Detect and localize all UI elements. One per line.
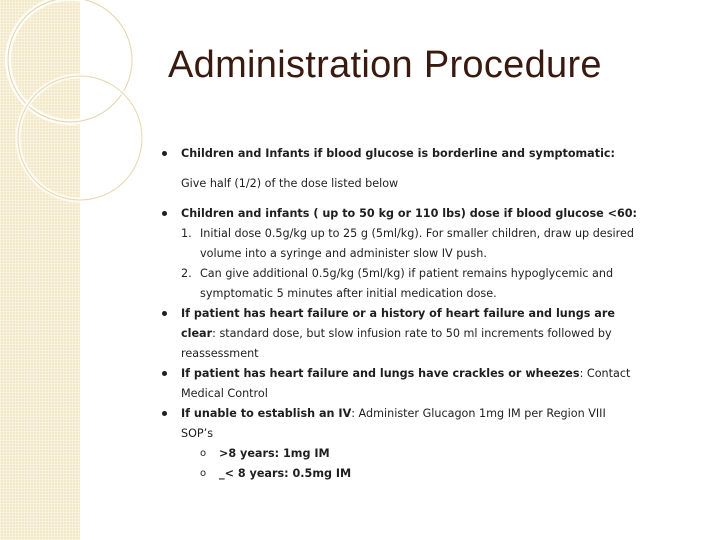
sub-list-item: [160, 444, 640, 464]
list-item: [160, 304, 640, 364]
numbered-item: [160, 264, 640, 304]
list-item: [160, 204, 640, 224]
item-text: : Administer Glucagon 1mg IM per Region VIII SOP’s: [181, 407, 606, 440]
item-text: >8 years: 1mg IM: [219, 447, 330, 460]
decorative-rings: [0, 0, 160, 220]
item-text: Initial dose 0.5g/kg up to 25 g (5ml/kg). For smaller children, draw up desired volume into a syringe and administer slow IV push.: [200, 227, 634, 260]
item-subtext: Give half (1/2) of the dose listed below: [181, 177, 399, 190]
item-text: _< 8 years: 0.5mg IM: [219, 467, 352, 480]
list-item: [160, 144, 640, 164]
item-text: : Contact Medical Control: [181, 367, 631, 400]
item-heading: If patient has heart failure or a history of heart failure and lungs are clear: [181, 307, 615, 340]
content-body: [160, 144, 640, 484]
circle-bullet-icon: o: [200, 448, 207, 459]
item-heading: Children and Infants if blood glucose is borderline and symptomatic:: [181, 147, 616, 160]
item-number: 2.: [181, 267, 192, 280]
bullet-icon: [162, 411, 167, 416]
bullet-icon: [162, 311, 167, 316]
list-item: [160, 404, 640, 444]
bullet-icon: [162, 211, 167, 216]
item-text: : standard dose, but slow infusion rate to 50 ml increments followed by reassessment: [181, 327, 612, 360]
item-text: Can give additional 0.5g/kg (5ml/kg) if patient remains hypoglycemic and symptomatic 5 minutes after initial medication dose.: [200, 267, 614, 300]
item-number: 1.: [181, 227, 192, 240]
circle-bullet-icon: o: [200, 468, 207, 479]
numbered-item: [160, 224, 640, 264]
bullet-icon: [162, 151, 167, 156]
sub-list-item: [160, 464, 640, 484]
page-title: Administration Procedure: [168, 44, 602, 86]
bullet-icon: [162, 371, 167, 376]
list-item: [160, 364, 640, 404]
item-heading: If unable to establish an IV: [181, 407, 352, 420]
item-heading: If patient has heart failure and lungs have crackles or wheezes: [181, 367, 580, 380]
item-heading: Children and infants ( up to 50 kg or 110 lbs) dose if blood glucose <60:: [181, 207, 638, 220]
